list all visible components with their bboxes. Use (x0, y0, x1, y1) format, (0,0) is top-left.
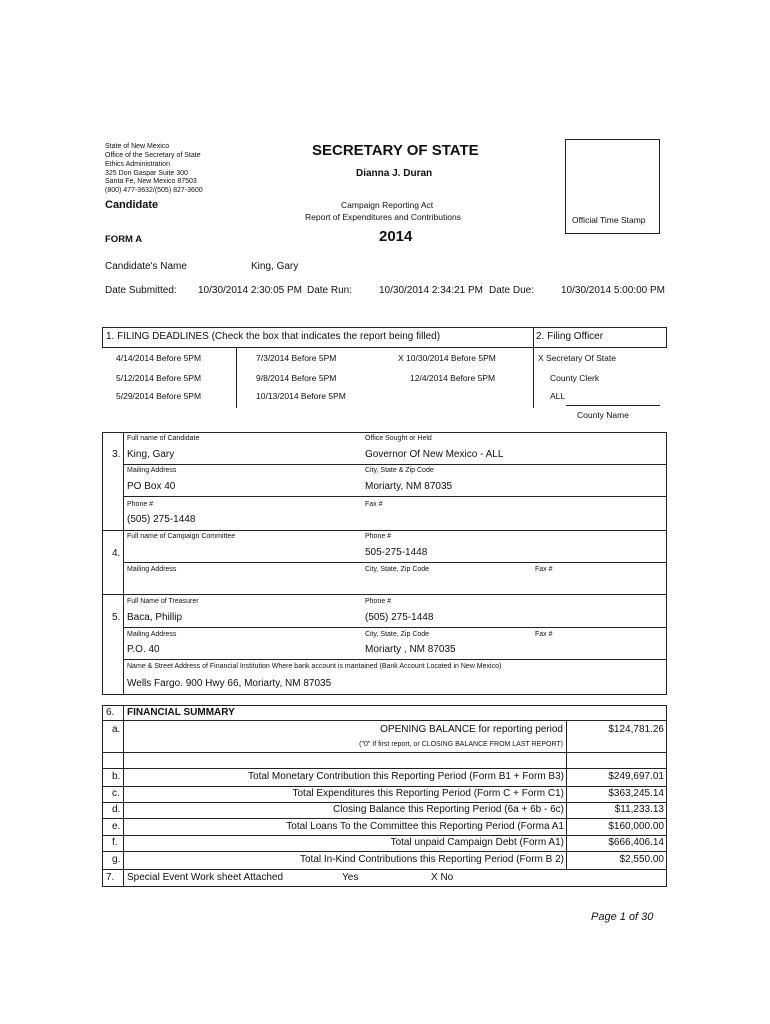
county-name-label: County Name (577, 410, 629, 420)
row-rule (102, 835, 667, 836)
financial-letter-rule (123, 705, 124, 887)
committee-phone[interactable]: 505-275-1448 (365, 547, 428, 558)
time-stamp-box (565, 139, 660, 234)
deadline-col-rule (236, 347, 237, 408)
field-label: Mailing Address (127, 566, 177, 573)
row-letter: c. (112, 788, 120, 799)
candidate-name-label: Candidate's Name (105, 261, 187, 272)
row-rule (123, 627, 666, 628)
financial-header-rule (102, 720, 667, 721)
candidate-phone[interactable]: (505) 275-1448 (127, 514, 196, 525)
row-value[interactable]: $2,550.00 (619, 854, 664, 865)
row-value[interactable]: $11,233.13 (614, 804, 664, 815)
row-letter: a. (112, 724, 121, 735)
filing-officer-option[interactable]: ALL (550, 391, 566, 401)
financial-left-rule (102, 705, 103, 887)
agency-line: (800) 477-3632/(505) 827-3600 (105, 187, 203, 194)
report-title: Report of Expenditures and Contributions (305, 212, 461, 222)
sections-bottom-rule (102, 694, 667, 695)
page-title: SECRETARY OF STATE (312, 142, 479, 159)
opening-balance-note: ("0" If first report, or CLOSING BALANCE FROM LAST REPORT) (359, 741, 563, 748)
section5-number: 5. (112, 612, 121, 623)
deadline-option[interactable]: 10/13/2014 Before 5PM (256, 391, 346, 401)
financial-bottom-rule (102, 886, 667, 887)
candidate-city[interactable]: Moriarty, NM 87035 (365, 481, 453, 492)
row-label: Total unpaid Campaign Debt (Form A1) (390, 837, 564, 848)
row-letter: e. (112, 821, 121, 832)
treasurer-mailing-address[interactable]: P.O. 40 (127, 644, 160, 655)
row-rule (102, 786, 667, 787)
row-value[interactable]: $363,245.14 (608, 788, 664, 799)
field-label: Full name of Candidate (127, 435, 200, 442)
county-name-line (566, 405, 660, 406)
deadline-option[interactable]: 4/14/2014 Before 5PM (116, 353, 202, 363)
section-rule (102, 530, 667, 531)
financial-value-rule (566, 720, 567, 870)
row-rule (123, 496, 666, 497)
field-label: Mailing Address (127, 631, 177, 638)
row-rule (123, 464, 666, 465)
candidate-heading: Candidate (105, 199, 159, 211)
field-label: Office Sought or Held (365, 435, 432, 442)
row-value[interactable]: $666,406.14 (608, 837, 664, 848)
row-label: Total Loans To the Committee this Reporting Period (Forma A1 (286, 821, 564, 832)
row-rule (102, 851, 667, 852)
agency-line: 325 Don Gaspar Suite 300 (105, 170, 188, 177)
special-event-yes-option[interactable]: Yes (342, 872, 359, 883)
section1-top-rule (102, 327, 667, 328)
row-value[interactable]: $160,000.00 (608, 821, 664, 832)
sections-left-rule (102, 432, 103, 694)
deadline-option[interactable]: 12/4/2014 Before 5PM (410, 373, 496, 383)
section7-number: 7. (106, 872, 115, 883)
row-rule (102, 768, 667, 769)
sections-right-rule (666, 432, 667, 694)
section1-header-rule (102, 347, 667, 348)
row-rule (102, 818, 667, 819)
section4-number: 4. (112, 548, 121, 559)
row-rule (102, 869, 667, 870)
field-label: City, State, Zip Code (365, 566, 430, 573)
office-sought[interactable]: Governor Of New Mexico - ALL (365, 449, 504, 460)
row-letter: g. (112, 854, 121, 865)
section3-number: 3. (112, 449, 121, 460)
financial-top-rule (102, 705, 667, 706)
special-event-no-option-selected[interactable]: X No (431, 872, 454, 883)
date-submitted-value: 10/30/2014 2:30:05 PM (198, 285, 302, 296)
opening-balance-value[interactable]: $124,781.26 (608, 724, 664, 735)
row-rule (102, 752, 667, 753)
financial-summary-title: FINANCIAL SUMMARY (127, 707, 235, 718)
row-rule (123, 659, 666, 660)
form-label: FORM A (105, 234, 143, 245)
field-label: Fax # (535, 566, 553, 573)
treasurer-phone[interactable]: (505) 275-1448 (365, 612, 434, 623)
deadline-option[interactable]: 9/8/2014 Before 5PM (256, 373, 337, 383)
row-letter: b. (112, 771, 121, 782)
field-label: Fax # (365, 501, 383, 508)
deadline-option[interactable]: 7/3/2014 Before 5PM (256, 353, 337, 363)
opening-balance-label: OPENING BALANCE for reporting period (380, 724, 563, 735)
row-label: Closing Balance this Reporting Period (6a + 6b - 6c) (333, 804, 564, 815)
time-stamp-label: Official Time Stamp (572, 215, 646, 225)
special-event-label: Special Event Work sheet Attached (127, 872, 284, 883)
section-rule (102, 594, 667, 595)
section1-left-rule (102, 327, 103, 347)
section-divider (533, 327, 534, 408)
candidate-full-name[interactable]: King, Gary (127, 449, 175, 460)
deadline-option-selected[interactable]: X 10/30/2014 Before 5PM (398, 353, 496, 363)
field-label: Phone # (365, 598, 392, 605)
treasurer-city[interactable]: Moriarty , NM 87035 (365, 644, 456, 655)
treasurer-name[interactable]: Baca, Phillip (127, 612, 183, 623)
candidate-name-value: King, Gary (251, 261, 299, 272)
date-due-value: 10/30/2014 5:00:00 PM (561, 285, 665, 296)
field-label: Mailing Address (127, 467, 177, 474)
field-label: Phone # (365, 533, 392, 540)
field-label: City, State & Zip Code (365, 467, 434, 474)
candidate-mailing-address[interactable]: PO Box 40 (127, 481, 176, 492)
bank-address[interactable]: Wells Fargo. 900 Hwy 66, Moriarty, NM 87035 (127, 678, 332, 689)
filing-officer-option[interactable]: County Clerk (550, 373, 600, 383)
agency-line: Office of the Secretary of State (105, 152, 201, 159)
date-due-label: Date Due: (489, 285, 535, 296)
field-label: Full Name of Treasurer (127, 598, 199, 605)
section1-title: 1. FILING DEADLINES (Check the box that indicates the report being filled) (106, 331, 441, 342)
financial-right-rule (666, 705, 667, 887)
deadline-option[interactable]: 5/29/2014 Before 5PM (116, 391, 202, 401)
row-rule (102, 802, 667, 803)
field-label: Full name of Campaign Committee (127, 533, 236, 540)
page-number: Page 1 of 30 (591, 911, 654, 923)
section2-right-rule (666, 327, 667, 347)
deadline-option[interactable]: 5/12/2014 Before 5PM (116, 373, 202, 383)
sections-num-rule (123, 432, 124, 694)
agency-line: Santa Fe, New Mexico 87503 (105, 178, 197, 185)
section6-number: 6. (106, 707, 115, 718)
filing-officer-option-selected[interactable]: X Secretary Of State (538, 353, 616, 363)
field-label: Phone # (127, 501, 154, 508)
section2-title: 2. Filing Officer (536, 331, 604, 342)
row-letter: d. (112, 804, 121, 815)
field-label: Fax # (535, 631, 553, 638)
row-value[interactable]: $249,697.01 (608, 771, 664, 782)
row-label: Total Monetary Contribution this Reporting Period (Form B1 + Form B3) (248, 771, 564, 782)
report-year: 2014 (379, 228, 413, 245)
field-label: City, State, Zip Code (365, 631, 430, 638)
row-rule (123, 562, 666, 563)
date-run-label: Date Run: (307, 285, 353, 296)
sections-top-rule (102, 432, 667, 433)
agency-line: Ethics Administration (105, 161, 170, 168)
field-label: Name & Street Address of Financial Institution Where bank account is mantained (Bank Account Located in New Mexico) (127, 663, 502, 670)
row-label: Total Expenditures this Reporting Period (Form C + Form C1) (292, 788, 564, 799)
date-run-value: 10/30/2014 2:34:21 PM (379, 285, 483, 296)
row-letter: f. (112, 837, 118, 848)
act-name: Campaign Reporting Act (341, 200, 434, 210)
officer-name: Dianna J. Duran (356, 168, 433, 179)
row-label: Total In-Kind Contributions this Reporting Period (Form B 2) (299, 854, 564, 865)
date-submitted-label: Date Submitted: (105, 285, 177, 296)
agency-line: State of New Mexico (105, 143, 170, 150)
